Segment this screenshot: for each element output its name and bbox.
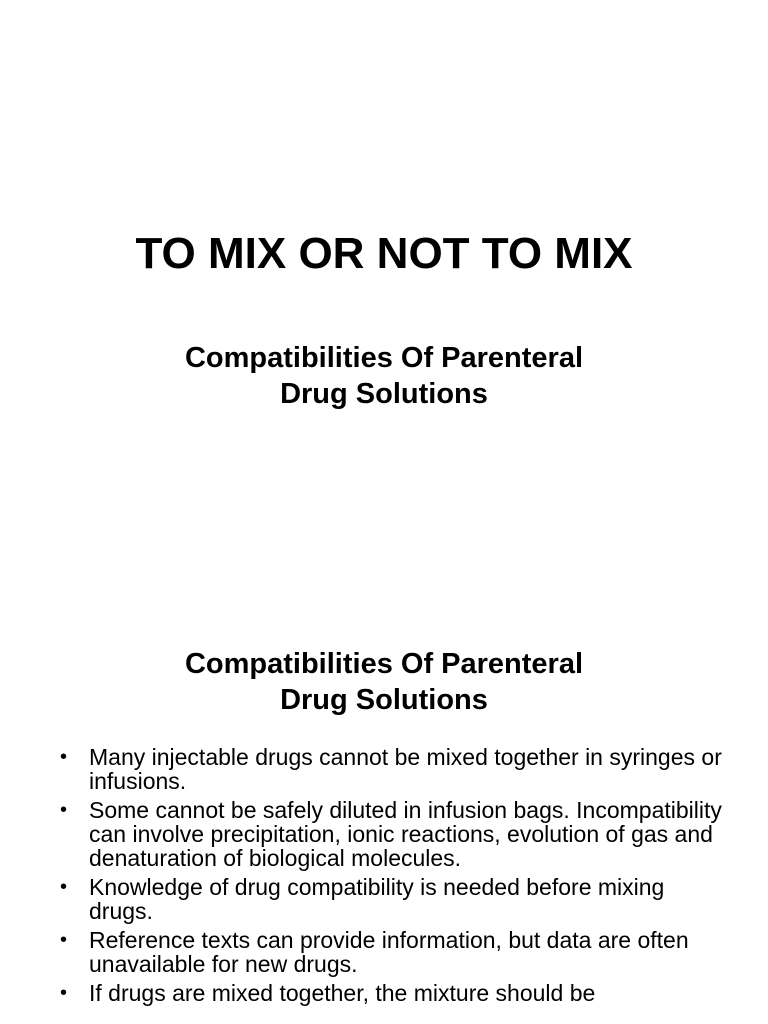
content-slide	[0, 594, 768, 1024]
slide-title-line-2: Drug Solutions	[280, 684, 488, 716]
main-title: TO MIX OR NOT TO MIX	[135, 229, 633, 278]
bullet-text: If drugs are mixed together, the mixture should be	[89, 980, 596, 1006]
subtitle-line-1: Compatibilities Of Parenteral	[184, 342, 584, 374]
slide-title-line-1: Compatibilities Of Parenteral	[184, 648, 584, 680]
bullet-icon: •	[60, 746, 68, 768]
bullet-item	[0, 875, 768, 923]
bullet-item	[0, 798, 768, 870]
bullet-icon: •	[60, 876, 68, 898]
bullet-icon: •	[60, 982, 68, 1004]
bullet-text: Many injectable drugs cannot be mixed together in syringes or infusions.	[89, 744, 722, 794]
bullet-icon: •	[60, 799, 68, 821]
bullet-item	[0, 928, 768, 976]
bullet-text: Reference texts can provide information, but data are often unavailable for new drugs.	[89, 927, 689, 977]
bullet-item	[0, 981, 768, 1005]
bullet-text: Knowledge of drug compatibility is needed before mixing drugs.	[89, 874, 665, 924]
subtitle-line-2: Drug Solutions	[280, 378, 488, 410]
bullet-list	[0, 745, 768, 1010]
slide-title	[0, 646, 768, 718]
bullet-icon: •	[60, 929, 68, 951]
bullet-item	[0, 745, 768, 793]
subtitle	[0, 340, 768, 412]
bullet-text: Some cannot be safely diluted in infusion bags. Incompatibility can involve precipitation, ionic reactions, evolution of gas and denaturation of biological molecules.	[89, 797, 722, 871]
